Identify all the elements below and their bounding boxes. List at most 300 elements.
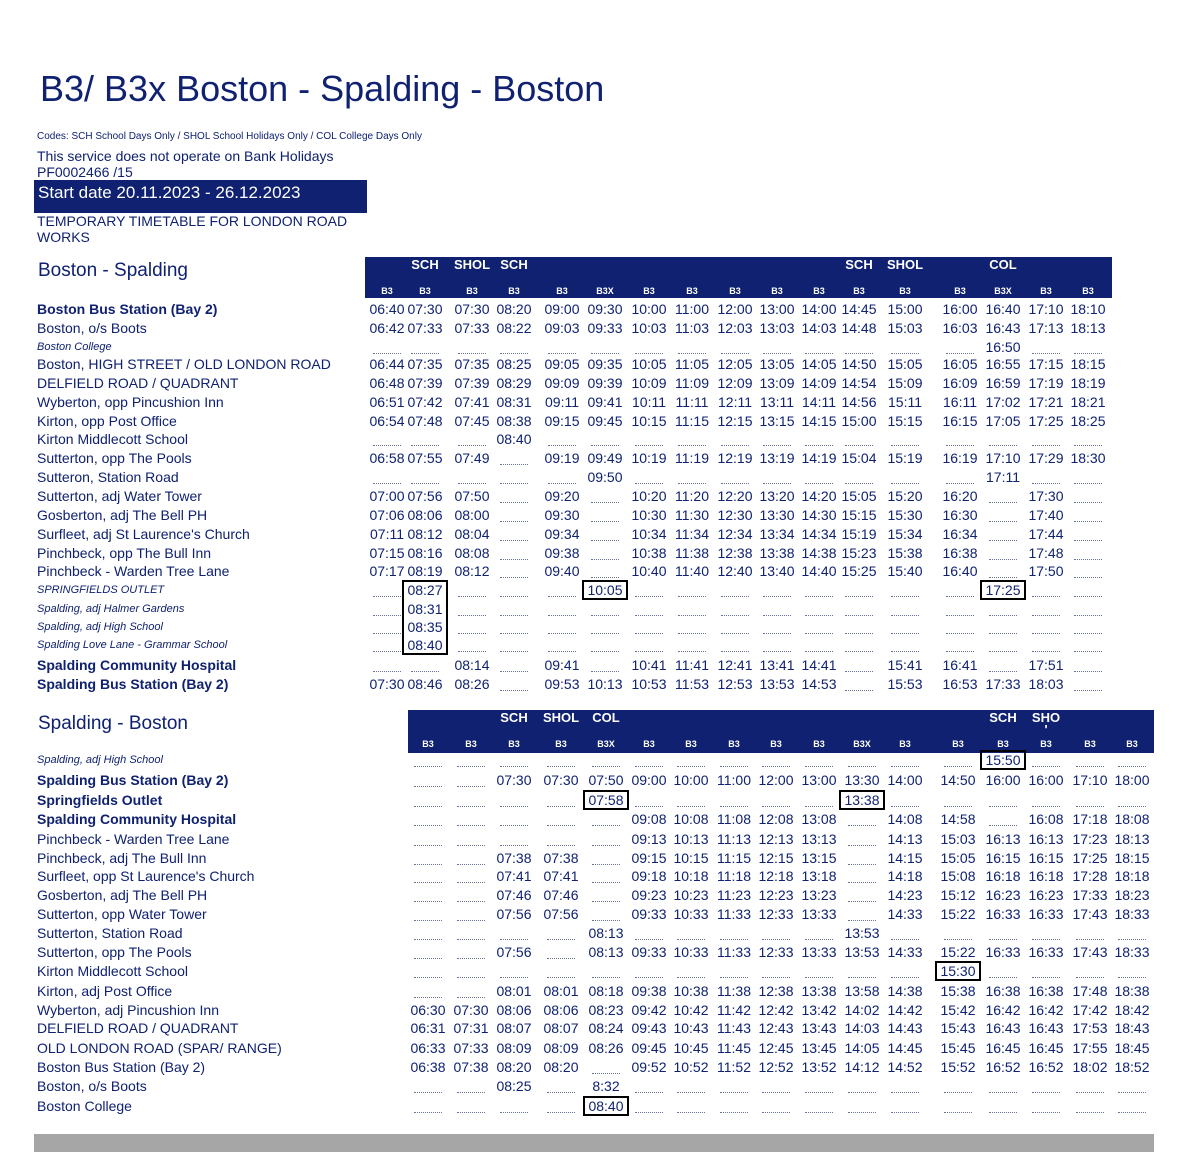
- no-service-dots: [1074, 682, 1102, 691]
- service-code: SCH: [500, 710, 528, 725]
- departure-time: 09:33: [631, 944, 667, 960]
- departure-time: 06:30: [410, 1002, 446, 1018]
- stop-name: Spalding Community Hospital: [37, 811, 237, 827]
- departure-time: 13:43: [801, 1020, 837, 1036]
- service-number: B3: [556, 286, 568, 296]
- no-service-dots: [989, 643, 1017, 652]
- no-service-dots: [720, 1084, 748, 1093]
- departure-time: 16:00: [985, 772, 1021, 788]
- departure-time: 16:38: [985, 983, 1021, 999]
- departure-time: 06:54: [369, 413, 405, 429]
- no-service-dots: [805, 643, 833, 652]
- departure-time: 16:33: [985, 944, 1021, 960]
- service-code: COL: [592, 710, 620, 725]
- departure-time: 15:20: [887, 488, 923, 504]
- service-number: B3: [686, 286, 698, 296]
- departure-time: 14:18: [887, 868, 923, 884]
- no-service-dots: [1032, 969, 1060, 978]
- no-service-dots: [805, 475, 833, 484]
- no-service-dots: [946, 588, 974, 597]
- departure-time: 07:00: [369, 488, 405, 504]
- departure-time: 08:00: [454, 507, 490, 523]
- departure-time: 14:03: [801, 320, 837, 336]
- pf-number: PF0002466 /15: [37, 164, 133, 180]
- no-service-dots: [678, 607, 706, 616]
- no-service-dots: [677, 798, 705, 807]
- departure-time: 07:42: [407, 394, 443, 410]
- departure-time: 11:38: [717, 983, 751, 999]
- departure-time: 09:42: [631, 1002, 667, 1018]
- departure-time: 17:33: [985, 676, 1021, 692]
- departure-time: 18:38: [1114, 983, 1150, 999]
- departure-time: 08:46: [407, 676, 443, 692]
- departure-time: 11:45: [717, 1040, 751, 1056]
- no-service-dots: [677, 758, 705, 767]
- departure-time: 10:15: [673, 850, 709, 866]
- no-service-dots: [548, 607, 576, 616]
- no-service-dots: [635, 607, 663, 616]
- departure-time: 17:05: [985, 413, 1021, 429]
- no-service-dots: [762, 1104, 790, 1113]
- no-service-dots: [635, 931, 663, 940]
- stop-name: Kirton Middlecott School: [37, 431, 188, 447]
- departure-time: 11:00: [717, 772, 751, 788]
- departure-time: 07:56: [496, 944, 532, 960]
- departure-time: 07:30: [407, 301, 443, 317]
- departure-time: 11:00: [675, 301, 709, 317]
- no-service-dots: [635, 345, 663, 354]
- departure-time: 08:24: [588, 1020, 624, 1036]
- no-service-dots: [805, 437, 833, 446]
- no-service-dots: [457, 758, 485, 767]
- departure-time: 08:26: [454, 676, 490, 692]
- departure-time: 09:41: [587, 394, 623, 410]
- no-service-dots: [457, 1084, 485, 1093]
- no-service-dots: [592, 837, 620, 846]
- service-number: B3: [465, 739, 477, 749]
- no-service-dots: [677, 969, 705, 978]
- stop-name: Sutterton, opp The Pools: [37, 944, 192, 960]
- no-service-dots: [678, 625, 706, 634]
- departure-time: 14:50: [940, 772, 976, 788]
- no-service-dots: [411, 475, 439, 484]
- service-number: B3X: [853, 739, 871, 749]
- no-service-dots: [592, 758, 620, 767]
- no-service-dots: [1074, 663, 1102, 672]
- departure-time: 16:59: [985, 375, 1021, 391]
- no-service-dots: [547, 1104, 575, 1113]
- departure-time: 15:22: [940, 944, 976, 960]
- departure-time: 08:04: [454, 526, 490, 542]
- departure-time: 09:23: [631, 887, 667, 903]
- departure-time: 17:19: [1028, 375, 1064, 391]
- departure-time: 07:39: [407, 375, 443, 391]
- departure-time: 16:23: [1028, 887, 1064, 903]
- no-service-dots: [944, 798, 972, 807]
- departure-time: 15:23: [841, 545, 877, 561]
- service-number: B3: [997, 739, 1009, 749]
- service-number: B3: [1084, 739, 1096, 749]
- departure-time: 18:30: [1070, 450, 1106, 466]
- departure-time: 17:13: [1028, 320, 1064, 336]
- stop-name: Surfleet, adj St Laurence's Church: [37, 526, 250, 542]
- departure-time: 11:33: [717, 944, 751, 960]
- no-service-dots: [457, 1104, 485, 1113]
- no-service-dots: [1074, 569, 1102, 578]
- departure-time: 10:38: [673, 983, 709, 999]
- no-service-dots: [500, 758, 528, 767]
- departure-time: 08:40: [407, 637, 443, 653]
- no-service-dots: [891, 931, 919, 940]
- no-service-dots: [547, 931, 575, 940]
- departure-time: 17:25: [985, 582, 1021, 598]
- no-service-dots: [721, 475, 749, 484]
- page-title: B3/ B3x Boston - Spalding - Boston: [40, 68, 605, 109]
- departure-time: 09:00: [544, 301, 580, 317]
- no-service-dots: [414, 856, 442, 865]
- departure-time: 16:40: [942, 563, 978, 579]
- departure-time: 09:38: [631, 983, 667, 999]
- service-number: B3: [1126, 739, 1138, 749]
- departure-time: 13:18: [801, 868, 837, 884]
- departure-time: 12:34: [717, 526, 753, 542]
- departure-time: 12:18: [758, 868, 794, 884]
- service-code: SCH: [411, 257, 439, 272]
- no-service-dots: [721, 607, 749, 616]
- no-service-dots: [1118, 969, 1146, 978]
- no-service-dots: [414, 950, 442, 959]
- departure-time: 11:41: [675, 657, 709, 673]
- no-service-dots: [1074, 625, 1102, 634]
- departure-time: 12:00: [758, 772, 794, 788]
- codes-legend: Codes: SCH School Days Only / SHOL School Holidays Only / COL College Days Only: [37, 131, 422, 142]
- departure-time: 07:33: [407, 320, 443, 336]
- departure-time: 12:03: [717, 320, 753, 336]
- departure-time: 18:18: [1114, 868, 1150, 884]
- no-service-dots: [458, 475, 486, 484]
- no-service-dots: [500, 456, 528, 465]
- departure-time: 06:51: [369, 394, 405, 410]
- no-service-dots: [989, 931, 1017, 940]
- no-service-dots: [457, 778, 485, 787]
- departure-time: 16:20: [942, 488, 978, 504]
- departure-time: 07:15: [369, 545, 405, 561]
- departure-time: 08:31: [407, 601, 443, 617]
- no-service-dots: [548, 588, 576, 597]
- departure-time: 06:48: [369, 375, 405, 391]
- departure-time: 13:05: [759, 356, 795, 372]
- departure-time: 12:20: [717, 488, 753, 504]
- departure-time: 09:08: [631, 811, 667, 827]
- no-service-dots: [547, 837, 575, 846]
- departure-time: 17:10: [1028, 301, 1064, 317]
- no-service-dots: [500, 682, 528, 691]
- no-service-dots: [373, 663, 401, 672]
- departure-time: 11:20: [675, 488, 709, 504]
- departure-time: 11:11: [675, 394, 709, 410]
- no-service-dots: [591, 494, 619, 503]
- departure-time: 09:45: [587, 413, 623, 429]
- no-service-dots: [946, 625, 974, 634]
- no-service-dots: [762, 758, 790, 767]
- departure-time: 16:43: [1028, 1020, 1064, 1036]
- no-service-dots: [591, 513, 619, 522]
- stop-name: Spalding Bus Station (Bay 2): [37, 772, 229, 788]
- stop-name: Gosberton, adj The Bell PH: [37, 887, 208, 903]
- no-service-dots: [1118, 798, 1146, 807]
- departure-time: 09:40: [544, 563, 580, 579]
- start-date-text: Start date 20.11.2023 - 26.12.2023: [38, 183, 301, 202]
- no-service-dots: [720, 969, 748, 978]
- no-service-dots: [635, 475, 663, 484]
- departure-time: 15:19: [887, 450, 923, 466]
- no-service-dots: [1076, 798, 1104, 807]
- stop-name: Spalding Community Hospital: [37, 657, 237, 673]
- no-service-dots: [592, 817, 620, 826]
- departure-time: 14:00: [887, 772, 923, 788]
- highlight-box: [980, 750, 1026, 770]
- departure-time: 07:30: [453, 1002, 489, 1018]
- no-service-dots: [845, 663, 873, 672]
- no-service-dots: [989, 625, 1017, 634]
- no-service-dots: [591, 643, 619, 652]
- departure-time: 07:41: [543, 868, 579, 884]
- no-service-dots: [373, 643, 401, 652]
- departure-time: 15:45: [940, 1040, 976, 1056]
- departure-time: 08:38: [496, 413, 532, 429]
- no-service-dots: [592, 893, 620, 902]
- service-number: B3X: [994, 286, 1012, 296]
- departure-time: 17:28: [1072, 868, 1108, 884]
- departure-time: 17:53: [1072, 1020, 1108, 1036]
- departure-time: 08:16: [407, 545, 443, 561]
- no-service-dots: [891, 625, 919, 634]
- departure-time: 10:33: [673, 906, 709, 922]
- departure-time: 10:00: [631, 301, 667, 317]
- highlight-box: [402, 580, 448, 655]
- departure-time: 14:20: [801, 488, 837, 504]
- stop-name: Boston College: [37, 341, 112, 353]
- no-service-dots: [373, 345, 401, 354]
- departure-time: 15:43: [940, 1020, 976, 1036]
- no-service-dots: [458, 345, 486, 354]
- highlight-box: [583, 1096, 629, 1116]
- departure-time: 14:15: [887, 850, 923, 866]
- departure-time: 18:02: [1072, 1059, 1108, 1075]
- departure-time: 17:48: [1028, 545, 1064, 561]
- service-number: B3: [954, 286, 966, 296]
- departure-time: 06:31: [410, 1020, 446, 1036]
- no-service-dots: [1118, 1104, 1146, 1113]
- stop-name: Kirton Middlecott School: [37, 963, 188, 979]
- no-service-dots: [548, 437, 576, 446]
- departure-time: 13:53: [844, 925, 880, 941]
- departure-time: 14:42: [887, 1002, 923, 1018]
- departure-time: 07:50: [588, 772, 624, 788]
- no-service-dots: [548, 345, 576, 354]
- departure-time: 14:53: [801, 676, 837, 692]
- service-code: SHO ': [1031, 710, 1061, 737]
- departure-time: 08:20: [543, 1059, 579, 1075]
- departure-time: 10:41: [631, 657, 667, 673]
- departure-time: 15:22: [940, 906, 976, 922]
- departure-time: 07:45: [454, 413, 490, 429]
- stop-name: Boston, o/s Boots: [37, 320, 147, 336]
- departure-time: 09:41: [544, 657, 580, 673]
- departure-time: 15:03: [887, 320, 923, 336]
- departure-time: 14:33: [887, 906, 923, 922]
- no-service-dots: [989, 798, 1017, 807]
- no-service-dots: [1074, 588, 1102, 597]
- no-service-dots: [500, 551, 528, 560]
- no-service-dots: [500, 607, 528, 616]
- departure-time: 15:15: [841, 507, 877, 523]
- departure-time: 11:05: [675, 356, 709, 372]
- departure-time: 18:13: [1070, 320, 1106, 336]
- departure-time: 15:11: [888, 394, 922, 410]
- no-service-dots: [411, 437, 439, 446]
- temporary-notice: TEMPORARY TIMETABLE FOR LONDON ROAD WORKS: [37, 213, 348, 245]
- departure-time: 15:08: [940, 868, 976, 884]
- departure-time: 11:23: [717, 887, 751, 903]
- stop-name: Pinchbeck, opp The Bull Inn: [37, 545, 212, 561]
- departure-time: 09:05: [544, 356, 580, 372]
- departure-time: 10:15: [631, 413, 667, 429]
- departure-time: 12:00: [717, 301, 753, 317]
- no-service-dots: [500, 969, 528, 978]
- stop-name: Kirton, adj Post Office: [37, 983, 173, 999]
- departure-time: 08:40: [588, 1098, 624, 1114]
- departure-time: 07:41: [496, 868, 532, 884]
- departure-time: 17:43: [1072, 944, 1108, 960]
- departure-time: 18:00: [1114, 772, 1150, 788]
- departure-time: 17:25: [1028, 413, 1064, 429]
- departure-time: 11:09: [675, 375, 709, 391]
- departure-time: 13:34: [759, 526, 795, 542]
- departure-time: 18:10: [1070, 301, 1106, 317]
- departure-time: 17:42: [1072, 1002, 1108, 1018]
- service-number: B3: [381, 286, 393, 296]
- departure-time: 15:12: [940, 887, 976, 903]
- departure-time: 16:43: [985, 320, 1021, 336]
- departure-time: 08:06: [543, 1002, 579, 1018]
- departure-time: 13:40: [759, 563, 795, 579]
- departure-time: 13:58: [844, 983, 880, 999]
- departure-time: 12:11: [718, 394, 752, 410]
- no-service-dots: [848, 856, 876, 865]
- departure-time: 07:06: [369, 507, 405, 523]
- departure-time: 07:38: [453, 1059, 489, 1075]
- no-service-dots: [845, 682, 873, 691]
- departure-time: 07:56: [496, 906, 532, 922]
- departure-time: 16:15: [942, 413, 978, 429]
- departure-time: 08:18: [588, 983, 624, 999]
- no-service-dots: [1032, 1104, 1060, 1113]
- departure-time: 18:13: [1114, 831, 1150, 847]
- departure-time: 06:40: [369, 301, 405, 317]
- departure-time: 08:22: [496, 320, 532, 336]
- departure-time: 17:48: [1072, 983, 1108, 999]
- no-service-dots: [763, 588, 791, 597]
- no-service-dots: [635, 588, 663, 597]
- departure-time: 09:15: [544, 413, 580, 429]
- no-service-dots: [500, 513, 528, 522]
- departure-time: 09:45: [631, 1040, 667, 1056]
- departure-time: 13:30: [844, 772, 880, 788]
- departure-time: 13:33: [801, 906, 837, 922]
- no-service-dots: [1032, 1084, 1060, 1093]
- departure-time: 11:15: [675, 413, 709, 429]
- departure-time: 08:26: [588, 1040, 624, 1056]
- departure-time: 13:19: [759, 450, 795, 466]
- departure-time: 15:38: [940, 983, 976, 999]
- departure-time: 15:05: [887, 356, 923, 372]
- departure-time: 18:25: [1070, 413, 1106, 429]
- departure-time: 08:31: [496, 394, 532, 410]
- departure-time: 09:00: [631, 772, 667, 788]
- no-service-dots: [414, 798, 442, 807]
- departure-time: 14:45: [887, 1040, 923, 1056]
- departure-time: 07:49: [454, 450, 490, 466]
- departure-time: 12:53: [717, 676, 753, 692]
- departure-time: 13:08: [801, 811, 837, 827]
- departure-time: 08:12: [407, 526, 443, 542]
- departure-time: 18:23: [1114, 887, 1150, 903]
- no-service-dots: [500, 625, 528, 634]
- departure-time: 12:08: [758, 811, 794, 827]
- departure-time: 10:18: [673, 868, 709, 884]
- departure-time: 11:40: [675, 563, 709, 579]
- departure-time: 08:35: [407, 619, 443, 635]
- departure-time: 15:03: [940, 831, 976, 847]
- departure-time: 15:04: [841, 450, 877, 466]
- departure-time: 16:03: [942, 320, 978, 336]
- no-service-dots: [500, 663, 528, 672]
- departure-time: 07:33: [453, 1040, 489, 1056]
- no-service-dots: [411, 663, 439, 672]
- no-service-dots: [457, 817, 485, 826]
- no-service-dots: [891, 1104, 919, 1113]
- highlight-box: [582, 580, 628, 600]
- departure-time: 13:41: [759, 657, 795, 673]
- service-number: B3X: [597, 739, 615, 749]
- departure-time: 07:38: [496, 850, 532, 866]
- no-service-dots: [989, 1084, 1017, 1093]
- no-service-dots: [762, 931, 790, 940]
- no-service-dots: [414, 912, 442, 921]
- no-service-dots: [763, 475, 791, 484]
- departure-time: 16:13: [1028, 831, 1064, 847]
- departure-time: 15:42: [940, 1002, 976, 1018]
- no-service-dots: [414, 989, 442, 998]
- highlight-box: [583, 790, 629, 810]
- departure-time: 16:38: [942, 545, 978, 561]
- departure-time: 08:25: [496, 356, 532, 372]
- departure-time: 15:40: [887, 563, 923, 579]
- departure-time: 14:02: [844, 1002, 880, 1018]
- departure-time: 17:10: [1072, 772, 1108, 788]
- departure-time: 12:45: [758, 1040, 794, 1056]
- no-service-dots: [720, 798, 748, 807]
- stop-name: Boston, o/s Boots: [37, 1078, 147, 1094]
- no-service-dots: [591, 625, 619, 634]
- stop-name: Wyberton, opp Pincushion Inn: [37, 394, 224, 410]
- no-service-dots: [848, 912, 876, 921]
- no-service-dots: [1032, 345, 1060, 354]
- no-service-dots: [458, 588, 486, 597]
- no-service-dots: [763, 643, 791, 652]
- no-service-dots: [1032, 758, 1060, 767]
